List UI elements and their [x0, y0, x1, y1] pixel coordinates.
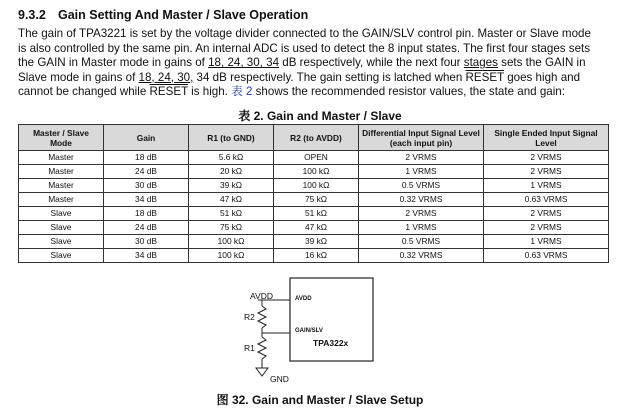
underlined-text: stages — [463, 56, 498, 69]
table-cell: Master — [19, 151, 104, 165]
table-cell: 75 kΩ — [189, 221, 274, 235]
table-header-cell: Master / Slave Mode — [19, 125, 104, 151]
table-cell: 0.5 VRMS — [359, 179, 484, 193]
table-header-cell: Gain — [104, 125, 189, 151]
text-run: sets the GAIN in — [497, 56, 586, 69]
table-cell: 100 kΩ — [274, 179, 359, 193]
table-cell: 2 VRMS — [484, 221, 609, 235]
table-cell: 0.5 VRMS — [359, 235, 484, 249]
r2-label: R2 — [244, 312, 255, 322]
table-cell: 1 VRMS — [359, 165, 484, 179]
table-cell: OPEN — [274, 151, 359, 165]
table-cell: 39 kΩ — [189, 179, 274, 193]
ground-icon — [256, 368, 268, 376]
section-title: Gain Setting And Master / Slave Operation — [58, 8, 309, 22]
table-cell: 30 dB — [104, 179, 189, 193]
table-cell: 0.32 VRMS — [359, 193, 484, 207]
figure-caption: 图 32. Gain and Master / Slave Setup — [216, 393, 424, 407]
table-cell: 30 dB — [104, 235, 189, 249]
table-header-cell: R2 (to AVDD) — [274, 125, 359, 151]
table-cell: 47 kΩ — [274, 221, 359, 235]
table-cell: 100 kΩ — [189, 249, 274, 263]
table-cell: 5.6 kΩ — [189, 151, 274, 165]
table-cell: 75 kΩ — [274, 193, 359, 207]
text-run: shows the recommended resistor values, the state and gain: — [252, 85, 565, 98]
text-run: Slave mode in gains of — [18, 70, 139, 84]
table-title: 表 2. Gain and Master / Slave — [238, 109, 402, 123]
table-cell: Slave — [19, 249, 104, 263]
table-cell: 100 kΩ — [274, 165, 359, 179]
table-cell: Master — [19, 165, 104, 179]
table-cell: 100 kΩ — [189, 235, 274, 249]
table-cell: 51 kΩ — [189, 207, 274, 221]
paragraph-line: The gain of TPA3221 is set by the voltage divider connected to the GAIN/SLV control pin. Master or Slave mode — [18, 27, 591, 40]
table-cell: 24 dB — [104, 221, 189, 235]
table-cell: 1 VRMS — [359, 221, 484, 235]
table-cell: 24 dB — [104, 165, 189, 179]
table-cell: Master — [19, 193, 104, 207]
paragraph-line: is also controlled by the same pin. An internal ADC is used to detect the 8 input states. The first four stages sets — [18, 41, 591, 55]
table-cell: Slave — [19, 207, 104, 221]
text-run: dB respectively, while the next four — [279, 56, 464, 69]
chip-name: TPA322x — [313, 338, 349, 348]
table-cell: 39 kΩ — [274, 235, 359, 249]
table-cell: 2 VRMS — [484, 151, 609, 165]
avdd-label: AVDD — [250, 291, 273, 301]
r1-resistor — [258, 337, 266, 359]
reset-signal-text: RESET — [465, 70, 504, 84]
table-header-cell: Differential Input Signal Level (each input pin) — [359, 125, 484, 151]
underlined-text: 18, 24, 30, 34 — [208, 56, 280, 69]
text-run: is high. — [187, 85, 232, 98]
text-run: 34 dB respectively. The gain setting is latched when — [193, 70, 466, 84]
table-cell: 34 dB — [104, 193, 189, 207]
r1-label: R1 — [244, 343, 255, 353]
table-cell: 16 kΩ — [274, 249, 359, 263]
gain-slv-pin-label: GAIN/SLV — [295, 328, 323, 334]
table-cell: 18 dB — [104, 207, 189, 221]
table-header-cell: R1 (to GND) — [189, 125, 274, 151]
section-number: 9.3.2 — [18, 8, 46, 22]
table-cell: Slave — [19, 235, 104, 249]
r2-resistor — [258, 306, 266, 328]
avdd-pin-label: AVDD — [295, 296, 312, 302]
table-cell: 2 VRMS — [359, 207, 484, 221]
text-run: goes high and — [503, 70, 581, 84]
table-cell: 51 kΩ — [274, 207, 359, 221]
table-cell: 0.63 VRMS — [484, 193, 609, 207]
table-cell: Slave — [19, 221, 104, 235]
table-cell: 20 kΩ — [189, 165, 274, 179]
table-cell: 0.63 VRMS — [484, 249, 609, 263]
table-header-cell: Single Ended Input Signal Level — [484, 125, 609, 151]
table-cell: 1 VRMS — [484, 235, 609, 249]
text-run: cannot be changed while — [18, 85, 150, 98]
table-cell: 2 VRMS — [484, 207, 609, 221]
table-cell: 0.32 VRMS — [359, 249, 484, 263]
table-cell: 47 kΩ — [189, 193, 274, 207]
table-cell: 2 VRMS — [484, 165, 609, 179]
table-cell: 2 VRMS — [359, 151, 484, 165]
table-cell: 18 dB — [104, 151, 189, 165]
reset-signal-text: RESET — [149, 85, 188, 98]
table-reference-link[interactable]: 表 2 — [231, 85, 253, 98]
table-cell: Master — [19, 179, 104, 193]
table-cell: 1 VRMS — [484, 179, 609, 193]
underlined-text: 18, 24, 30, — [138, 70, 194, 84]
text-run: the GAIN in Master mode in gains of — [18, 56, 209, 69]
gnd-label: GND — [270, 374, 289, 384]
table-cell: 34 dB — [104, 249, 189, 263]
chip-outline — [290, 278, 373, 361]
